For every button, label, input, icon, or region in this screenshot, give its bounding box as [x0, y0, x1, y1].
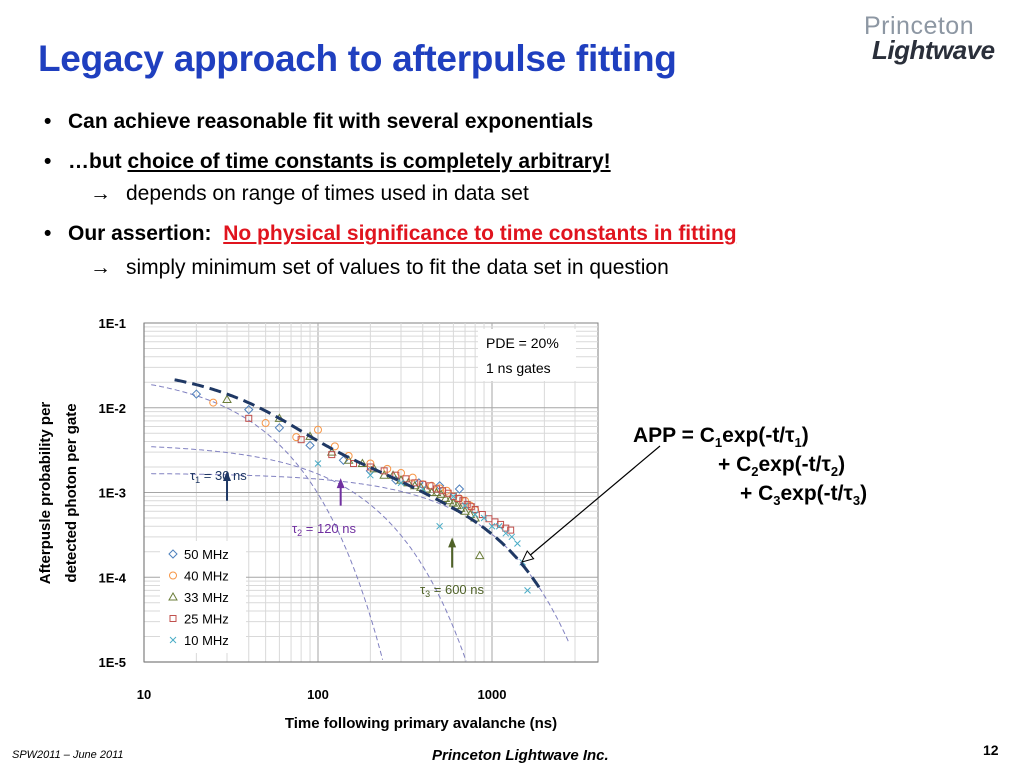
legend-label: 40 MHz	[184, 568, 229, 584]
info-gates: 1 ns gates	[486, 360, 551, 376]
y-axis-title-line-2: detected photon per gate	[63, 403, 80, 583]
tau2-label: $\tau_2 = 120$ ns	[292, 521, 357, 538]
y-axis-title-line-1: Afterpusle probability per	[37, 401, 54, 585]
x-tick-label: 1000	[477, 687, 507, 702]
info-box	[478, 329, 576, 381]
tau3-label: $\tau_3 = 600$ ns	[420, 582, 485, 599]
page-number: 12	[983, 742, 999, 758]
x-tick-label: 100	[307, 687, 329, 702]
formula-line-1: APP = $C_1\exp(-t/\tau_1)$	[633, 424, 809, 451]
footer-conference: SPW2011 – June 2011	[12, 749, 124, 761]
right-arrow-icon: →	[90, 256, 111, 279]
y-tick-label: 1E-5	[98, 655, 126, 670]
legend-label: 25 MHz	[184, 611, 229, 627]
legend	[160, 541, 246, 653]
bullet-3-sub-text: simply minimum set of values to fit the data set in question	[126, 256, 669, 279]
info-pde: PDE = 20%	[486, 335, 559, 351]
bullet-2-prefix: …but	[68, 150, 128, 173]
formula-line-2: + $C_2\exp(-t/\tau_2)$	[718, 453, 846, 480]
bullet-dot-icon: •	[44, 222, 52, 245]
legend-label: 33 MHz	[184, 590, 229, 605]
legend-label: 10 MHz	[184, 633, 229, 648]
y-tick-label: 1E-3	[98, 485, 126, 501]
y-tick-label: 1E-4	[98, 570, 126, 586]
bullet-2-emphasis: choice of time constants is completely arbitrary!	[127, 150, 611, 173]
bullet-dot-icon: •	[44, 110, 52, 133]
y-tick-label: 1E-1	[98, 316, 126, 331]
bullet-1-text: Can achieve reasonable fit with several exponentials	[68, 110, 594, 133]
legend-label: 50 MHz	[184, 547, 229, 562]
x-tick-label: 10	[136, 687, 152, 702]
right-arrow-icon: →	[90, 182, 111, 205]
y-tick-label: 1E-2	[98, 400, 126, 416]
slide-title: Legacy approach to afterpulse fitting	[38, 38, 677, 79]
bullet-3-prefix: Our assertion:	[68, 222, 212, 245]
logo-top-text: Princeton	[864, 12, 975, 40]
formula-line-3: + $C_3\exp(-t/\tau_3)$	[740, 482, 868, 509]
x-axis-title: Time following primary avalanche (ns)	[284, 715, 558, 732]
footer-company: Princeton Lightwave Inc.	[432, 747, 609, 764]
bullet-3-emphasis: No physical significance to time constants in fitting	[223, 222, 737, 245]
bullet-dot-icon: •	[44, 150, 52, 173]
logo-bottom-text: Lightwave	[872, 35, 995, 65]
tau1-label: $\tau_1 = 30$ ns	[190, 468, 247, 485]
bullet-2-sub-text: depends on range of times used in data set	[126, 182, 529, 205]
